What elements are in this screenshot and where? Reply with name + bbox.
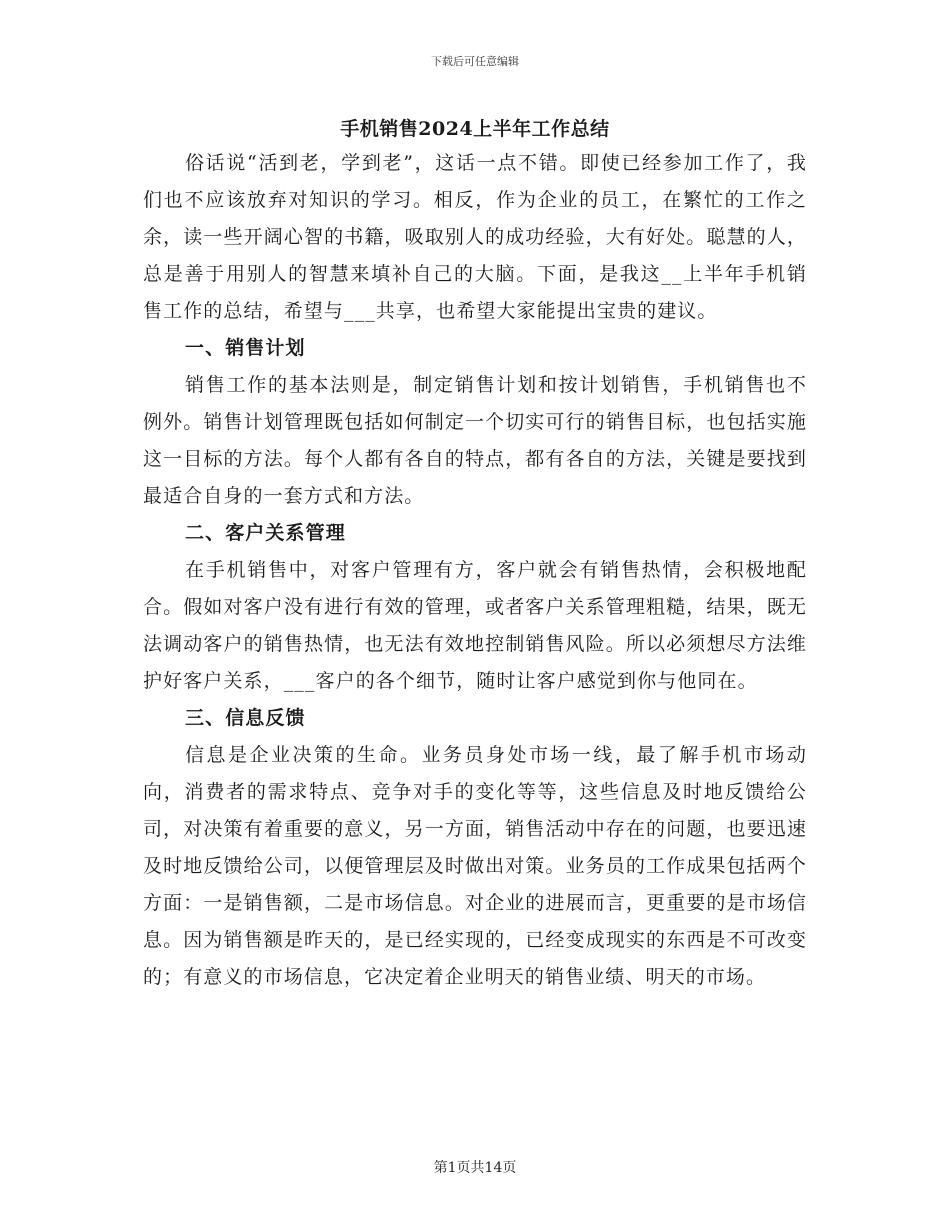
customer-paragraph: 在手机销售中，对客户管理有方，客户就会有销售热情，会积极地配合。假如对客户没有进行有效的管理，或者客户关系管理粗糙，结果，既无法调动客户的销售热情，也无法有效地控制销售风险。所以必须想尽方法维护好客户关系，___客户的各个细节，随时让客户感觉到你与他同在。 <box>143 559 807 692</box>
page-footer: 第1页共14页 <box>433 1160 517 1176</box>
section-heading-plan: 一、销售计划 <box>185 337 306 359</box>
section-heading-customer: 二、客户关系管理 <box>185 522 346 544</box>
document-body <box>143 145 807 996</box>
section-heading-feedback: 三、信息反馈 <box>185 707 306 729</box>
page-header: 下载后可任意编辑 <box>431 55 519 68</box>
document-title: 手机销售2024上半年工作总结 <box>340 118 610 140</box>
plan-paragraph: 销售工作的基本法则是，制定销售计划和按计划销售，手机销售也不例外。销售计划管理既包括如何制定一个切实可行的销售目标，也包括实施这一目标的方法。每个人都有各自的特点，都有各自的方法，关键是要找到最适合自身的一套方式和方法。 <box>143 374 807 507</box>
intro-paragraph: 俗话说“活到老，学到老”，这话一点不错。即使已经参加工作了，我们也不应该放弃对知识的学习。相反，作为企业的员工，在繁忙的工作之余，读一些开阔心智的书籍，吸取别人的成功经验，大有好处。聪慧的人，总是善于用别人的智慧来填补自己的大脑。下面，是我这__上半年手机销售工作的总结，希望与___共享，也希望大家能提出宝贵的建议。 <box>143 152 807 322</box>
feedback-paragraph: 信息是企业决策的生命。业务员身处市场一线，最了解手机市场动向，消费者的需求特点、竞争对手的变化等等，这些信息及时地反馈给公司，对决策有着重要的意义，另一方面，销售活动中存在的问题，也要迅速及时地反馈给公司，以便管理层及时做出对策。业务员的工作成果包括两个方面：一是销售额，二是市场信息。对企业的进展而言，更重要的是市场信息。因为销售额是昨天的，是已经实现的，已经变成现实的东西是不可改变的；有意义的市场信息，它决定着企业明天的销售业绩、明天的市场。 <box>143 744 807 988</box>
